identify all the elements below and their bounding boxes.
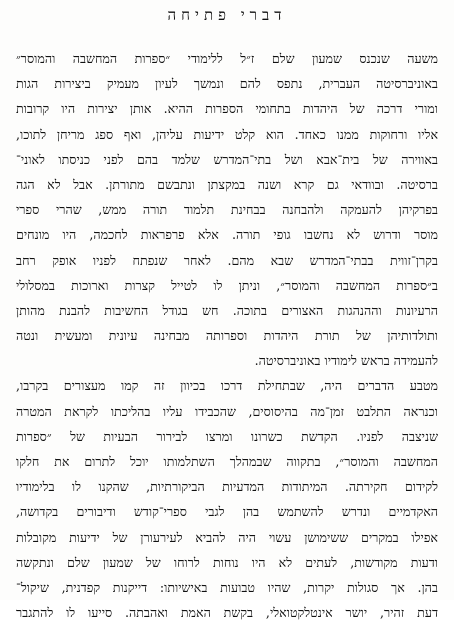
page-title: דברי פתיחה: [167, 6, 287, 24]
text-line: דעת זהיר, יושר אינטלקטואלי, בקשת האמת ואהבתה. סייעו לו להתגבר: [16, 605, 438, 621]
text-line: מטבע הדברים היה, שבתחילת דרכו בכיוון זה קמו מעצורים בקרבו,: [16, 378, 438, 394]
text-line: מוסר ודרוש לא נחשבו גופי תורה. אלא פרפראות לחכמה, היו מונחים: [16, 227, 438, 243]
text-line: ב״ספרות המחשבה והמוסר״, וניתן לו לטייל קצרות וארוכות במסלולי: [16, 277, 438, 293]
text-line: ותולדותיהן של תורת היהדות וספרותה מבחינה עיונית ומעשית ונטה: [16, 328, 438, 344]
text-line: ומורי דרכה של היהדות בתחומי הספרות ההיא. אותן יצירות היו קרובות: [16, 101, 438, 117]
text-line: משעה שנכנס שמעון שלם ז״ל ללימודי ״ספרות המחשבה והמוסר״: [16, 51, 438, 66]
text-line: באוניברסיטה העברית, נתפס להם ונמשך לעיון מעמיק ביצירות הגות: [16, 76, 438, 92]
text-line: האקדמיים ונדרש להשתמש בהן לגבי ספרי־קודש ודיבורים בקדושה,: [16, 504, 438, 520]
text-line: וכנראה התלבט זמן־מה בהיסוסים, שהכבידו עליו בהליכתו לקראת המטרה: [16, 403, 438, 419]
text-line: ודעות מקודשות, לעתים לא היו נוחות לרוחו של שמעון שלם ונתקשה: [16, 554, 438, 570]
text-line: ברסיטה. ובוודאי גם קרא ושנה במקצתן ונתבשם מתורתן. אבל לא הגה: [16, 176, 438, 192]
text-line: לקידום חקירתה. המיתודות המדעיות הביקורתיות, שהקנו לו בלימודיו: [16, 479, 438, 495]
text-line: בפרקיהן להעמקה ולהבחנה בבחינת תלמוד תורה ממש, שהרי ספרי: [16, 202, 438, 218]
text-line: בקרן־זווית בבתי־המדרש שבא מהם. לאחר שנפתח לפניו אופק רחב: [16, 252, 438, 268]
text-line: להעמידה בראש לימודיו באוניברסיטה.: [254, 353, 438, 369]
paragraph: [16, 46, 438, 373]
text-line: שניצבה לפניו. הקדשת כשרונו ומרצו לבירור הבעיות של ״ספרות: [16, 428, 438, 444]
text-line: הרעיונות וההנהגות האצורים בתוכה. חש בגודל החשיבות להבנת מהותן: [16, 302, 438, 318]
text-line: אליו ורחוקות ממנו כאחד. הוא קלט ידיעות עליהן, ואף ספג מריחן לתוכו,: [16, 126, 438, 142]
body-text: [16, 46, 438, 625]
text-line: המחשבה והמוסר״, בתקווה שבמהלך השתלמותו יוכל לתרום את חלקו: [16, 454, 438, 469]
text-line: באווירה של בית־אבא ושל בתי־המדרש שלמד בהם לפני כניסתו לאוני־: [16, 151, 438, 167]
text-line: אפילו במקרים ששימושן עשוי היה להביא לעירעורן של ידיעות מקובלות: [16, 529, 438, 545]
paragraph: [16, 373, 438, 625]
text-line: בהן. אך סגולות יקרות, שהיו טבועות באישיותו: דייקנות קפדנית, שיקול־: [16, 579, 438, 595]
